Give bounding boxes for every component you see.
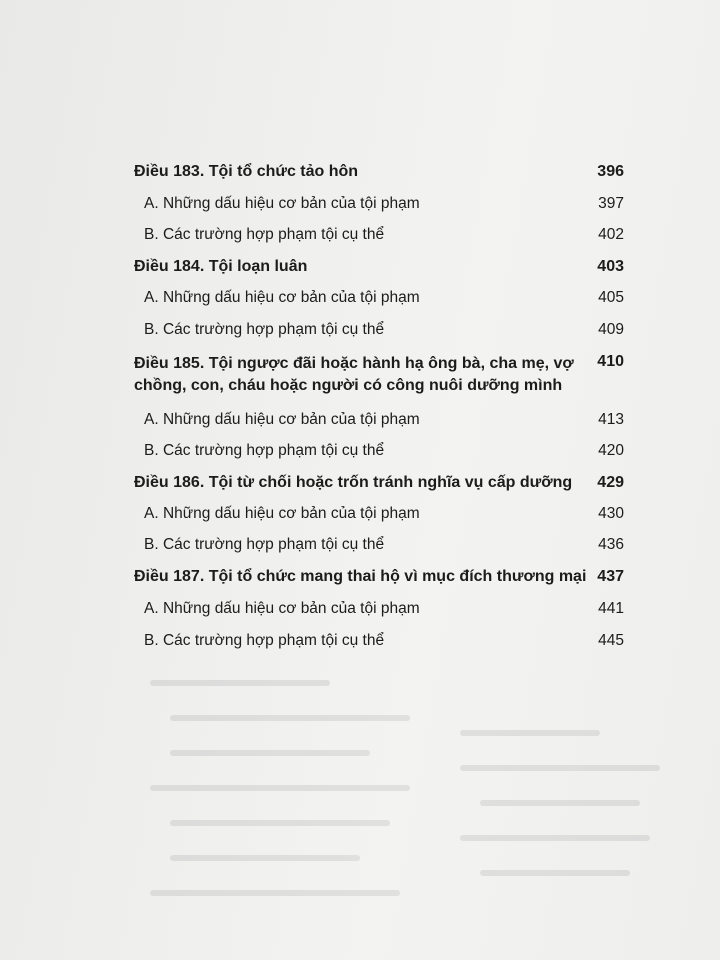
bleed-through-texture (140, 660, 700, 940)
toc-entry-title: Điều 186. Tội từ chối hoặc trốn tránh nghĩa vụ cấp dưỡng (134, 474, 573, 491)
toc-entry-page: 403 (597, 258, 624, 275)
toc-subentry (134, 536, 624, 568)
toc-entry-title: A. Những dấu hiệu cơ bản của tội phạm (144, 195, 420, 212)
toc-entry-title: Điều 184. Tội loạn luân (134, 258, 308, 275)
toc-entry-page: 410 (597, 353, 624, 370)
toc-subentry (134, 600, 624, 632)
toc-entry-dieu-187 (134, 568, 624, 600)
toc-entry-page: 409 (598, 321, 624, 338)
toc-entry-title: B. Các trường hợp phạm tội cụ thể (144, 226, 385, 243)
toc-entry-page: 441 (598, 600, 624, 617)
toc-entry-page: 405 (598, 289, 624, 306)
toc-entry-title: A. Những dấu hiệu cơ bản của tội phạm (144, 600, 420, 617)
toc-entry-title: B. Các trường hợp phạm tội cụ thể (144, 632, 385, 649)
toc-entry-page: 429 (597, 474, 624, 491)
toc-subentry (134, 505, 624, 536)
toc-entry-dieu-184 (134, 258, 624, 289)
toc-entry-page: 413 (598, 411, 624, 428)
toc-entry-title: Điều 187. Tội tổ chức mang thai hộ vì mục đích thương mại (134, 568, 587, 585)
toc-subentry (134, 226, 624, 258)
toc-entry-page: 396 (597, 163, 624, 180)
toc-entry-page: 437 (597, 568, 624, 585)
toc-entry-title: Điều 183. Tội tổ chức tảo hôn (134, 163, 359, 180)
toc-entry-title: A. Những dấu hiệu cơ bản của tội phạm (144, 289, 420, 306)
toc-entry-page: 402 (598, 226, 624, 243)
toc-entry-page: 430 (598, 505, 624, 522)
toc-subentry (134, 195, 624, 226)
toc-subentry (134, 442, 624, 474)
toc-entry-title: A. Những dấu hiệu cơ bản của tội phạm (144, 505, 420, 522)
toc-entry-title: B. Các trường hợp phạm tội cụ thể (144, 442, 385, 459)
toc-entry-dieu-186 (134, 474, 624, 505)
toc-entry-dieu-183 (134, 163, 624, 195)
toc-entry-dieu-185 (134, 353, 624, 411)
toc-entry-title: A. Những dấu hiệu cơ bản của tội phạm (144, 411, 420, 428)
toc-entry-page: 397 (598, 195, 624, 212)
toc-subentry (134, 289, 624, 321)
toc-entry-title: Điều 185. Tội ngược đãi hoặc hành hạ ông bà, cha mẹ, vợ chồng, con, cháu hoặc người có công nuôi dưỡng mình (134, 355, 574, 394)
toc-entry-title: B. Các trường hợp phạm tội cụ thể (144, 536, 385, 553)
toc-subentry (134, 411, 624, 442)
toc-entry-page: 445 (598, 632, 624, 649)
toc-entry-page: 420 (598, 442, 624, 459)
toc-subentry (134, 321, 624, 353)
toc-entry-title: B. Các trường hợp phạm tội cụ thể (144, 321, 385, 338)
toc-entry-page: 436 (598, 536, 624, 553)
table-of-contents (134, 163, 624, 664)
